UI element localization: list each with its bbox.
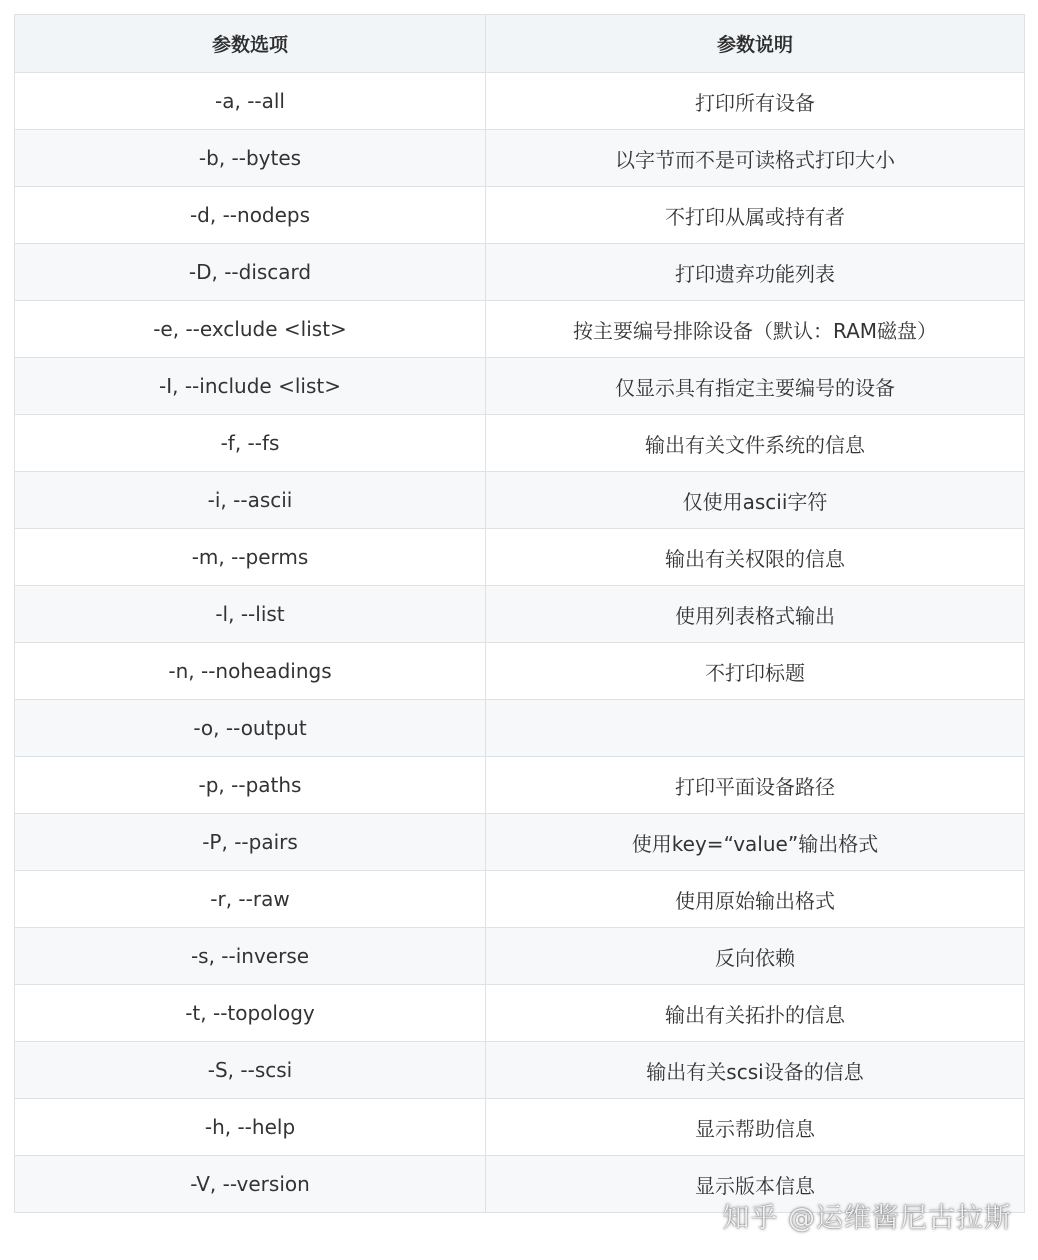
description-cell: 使用列表格式输出 bbox=[486, 586, 1025, 643]
description-cell: 不打印标题 bbox=[486, 643, 1025, 700]
description-cell: 显示帮助信息 bbox=[486, 1099, 1025, 1156]
description-cell: 输出有关拓扑的信息 bbox=[486, 985, 1025, 1042]
description-cell: 仅显示具有指定主要编号的设备 bbox=[486, 358, 1025, 415]
description-cell: 按主要编号排除设备（默认：RAM磁盘） bbox=[486, 301, 1025, 358]
table-row bbox=[15, 358, 1025, 415]
description-cell: 反向依赖 bbox=[486, 928, 1025, 985]
option-cell: -D, --discard bbox=[15, 244, 486, 301]
description-cell: 打印遗弃功能列表 bbox=[486, 244, 1025, 301]
description-cell: 使用原始输出格式 bbox=[486, 871, 1025, 928]
option-cell: -S, --scsi bbox=[15, 1042, 486, 1099]
table-body bbox=[15, 73, 1025, 1213]
option-cell: -l, --list bbox=[15, 586, 486, 643]
table-row bbox=[15, 757, 1025, 814]
option-cell: -i, --ascii bbox=[15, 472, 486, 529]
option-cell: -I, --include <list> bbox=[15, 358, 486, 415]
option-cell: -r, --raw bbox=[15, 871, 486, 928]
table-row bbox=[15, 1099, 1025, 1156]
table-row bbox=[15, 928, 1025, 985]
description-cell: 以字节而不是可读格式打印大小 bbox=[486, 130, 1025, 187]
description-cell: 输出有关scsi设备的信息 bbox=[486, 1042, 1025, 1099]
description-cell: 打印平面设备路径 bbox=[486, 757, 1025, 814]
table-row bbox=[15, 1042, 1025, 1099]
table-row bbox=[15, 871, 1025, 928]
description-cell: 仅使用ascii字符 bbox=[486, 472, 1025, 529]
table-row bbox=[15, 643, 1025, 700]
table-row bbox=[15, 472, 1025, 529]
header-option: 参数选项 bbox=[15, 15, 486, 73]
option-cell: -t, --topology bbox=[15, 985, 486, 1042]
description-cell: 显示版本信息 bbox=[486, 1156, 1025, 1213]
table-row bbox=[15, 301, 1025, 358]
option-cell: -b, --bytes bbox=[15, 130, 486, 187]
watermark: 知乎 @运维酱尼古拉斯 bbox=[722, 1203, 1012, 1234]
table-row bbox=[15, 814, 1025, 871]
table-row bbox=[15, 586, 1025, 643]
option-cell: -s, --inverse bbox=[15, 928, 486, 985]
option-cell: -n, --noheadings bbox=[15, 643, 486, 700]
table-row bbox=[15, 529, 1025, 586]
option-cell: -e, --exclude <list> bbox=[15, 301, 486, 358]
table-row bbox=[15, 130, 1025, 187]
description-cell: 不打印从属或持有者 bbox=[486, 187, 1025, 244]
option-cell: -V, --version bbox=[15, 1156, 486, 1213]
table-row bbox=[15, 1156, 1025, 1213]
description-cell: 打印所有设备 bbox=[486, 73, 1025, 130]
table-row bbox=[15, 700, 1025, 757]
description-cell: 输出有关权限的信息 bbox=[486, 529, 1025, 586]
option-cell: -p, --paths bbox=[15, 757, 486, 814]
options-table bbox=[14, 14, 1025, 1213]
description-cell: 使用key=“value”输出格式 bbox=[486, 814, 1025, 871]
table-row bbox=[15, 73, 1025, 130]
options-table-container bbox=[14, 14, 1024, 1213]
description-cell: 输出有关文件系统的信息 bbox=[486, 415, 1025, 472]
table-header-row bbox=[15, 15, 1025, 73]
table-row bbox=[15, 244, 1025, 301]
option-cell: -f, --fs bbox=[15, 415, 486, 472]
description-cell bbox=[486, 700, 1025, 757]
header-description: 参数说明 bbox=[486, 15, 1025, 73]
option-cell: -a, --all bbox=[15, 73, 486, 130]
option-cell: -P, --pairs bbox=[15, 814, 486, 871]
option-cell: -o, --output bbox=[15, 700, 486, 757]
option-cell: -h, --help bbox=[15, 1099, 486, 1156]
option-cell: -m, --perms bbox=[15, 529, 486, 586]
table-row bbox=[15, 985, 1025, 1042]
table-row bbox=[15, 415, 1025, 472]
option-cell: -d, --nodeps bbox=[15, 187, 486, 244]
table-row bbox=[15, 187, 1025, 244]
